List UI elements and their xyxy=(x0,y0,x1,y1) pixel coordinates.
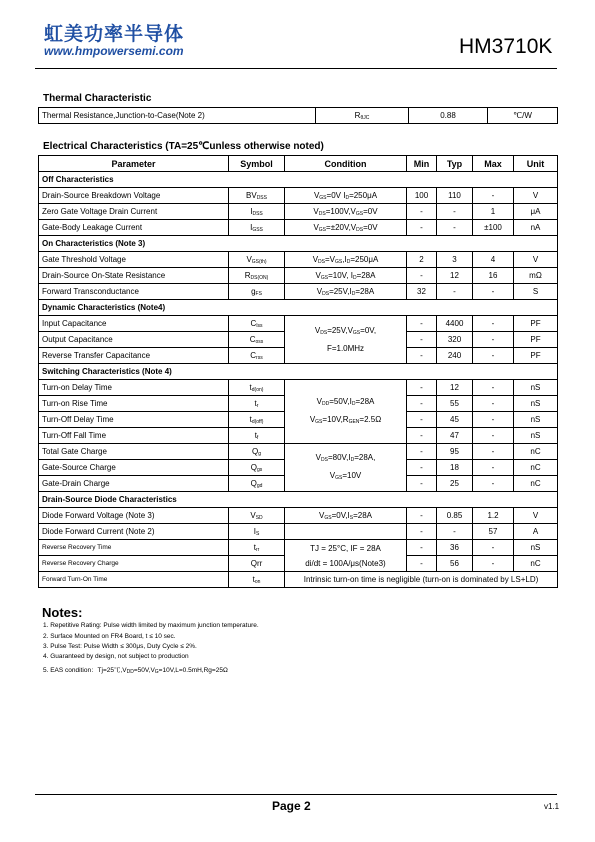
symbol-cell: $R_{DS(ON)}$ xyxy=(229,268,285,284)
col-header-min: Min xyxy=(407,156,437,172)
unit-cell: nS xyxy=(514,540,558,556)
unit-cell: A xyxy=(514,524,558,540)
note-item: 3. Pulse Test: Pulse Width ≤ 300μs, Duty Cycle ≤ 2%. xyxy=(43,643,197,650)
param-cell: Reverse Recovery Time xyxy=(39,540,229,556)
unit-cell: nS xyxy=(514,412,558,428)
param-cell: Output Capacitance xyxy=(39,332,229,348)
symbol-cell: $C_{lss}$ xyxy=(229,316,285,332)
param-cell: Drain-Source On-State Resistance xyxy=(39,268,229,284)
min-cell: - xyxy=(407,332,437,348)
header-divider xyxy=(35,68,557,69)
table-row xyxy=(39,444,558,460)
condition-cell: Intrinsic turn-on time is negligible (turn-on is dominated by LS+LD) xyxy=(285,572,558,588)
max-cell: - xyxy=(473,332,514,348)
typ-cell: 4400 xyxy=(437,316,473,332)
condition-cell: $V_{DS}=25V,I_D=28A$ xyxy=(285,284,407,300)
typ-cell: 18 xyxy=(437,460,473,476)
symbol-cell: $Q_g$ xyxy=(229,444,285,460)
section-label-dynamic: Dynamic Characteristics (Note4) xyxy=(39,300,558,316)
electrical-table xyxy=(38,155,558,588)
min-cell: - xyxy=(407,412,437,428)
part-number: HM3710K xyxy=(459,35,553,58)
min-cell: - xyxy=(407,540,437,556)
col-header-max: Max xyxy=(473,156,514,172)
max-cell: - xyxy=(473,460,514,476)
typ-cell: 12 xyxy=(437,380,473,396)
param-cell: Forward Transconductance xyxy=(39,284,229,300)
typ-cell: 240 xyxy=(437,348,473,364)
table-row xyxy=(39,380,558,396)
typ-cell: - xyxy=(437,220,473,236)
typ-cell: 3 xyxy=(437,252,473,268)
symbol-cell: $t_{on}$ xyxy=(229,572,285,588)
symbol-cell: $C_{oss}$ xyxy=(229,332,285,348)
page-number: Page 2 xyxy=(272,799,311,813)
unit-cell: μA xyxy=(514,204,558,220)
symbol-cell: $V_{SD}$ xyxy=(229,508,285,524)
condition-cell xyxy=(285,524,407,540)
min-cell: - xyxy=(407,396,437,412)
table-row xyxy=(39,220,558,236)
symbol-cell: $t_f$ xyxy=(229,428,285,444)
condition-cell-merged: TJ = 25°C, IF = 28A di/dt = 100A/μs(Note3) xyxy=(285,540,407,572)
condition-cell: $V_{GS}=10V$, $I_D=28A$ xyxy=(285,268,407,284)
thermal-symbol: $R_{\theta JC}$ xyxy=(316,108,409,124)
min-cell: - xyxy=(407,316,437,332)
min-cell: - xyxy=(407,268,437,284)
param-cell: Turn-Off Fall Time xyxy=(39,428,229,444)
section-label-on: On Characteristics (Note 3) xyxy=(39,236,558,252)
unit-cell: nC xyxy=(514,460,558,476)
param-cell: Gate-Body Leakage Current xyxy=(39,220,229,236)
max-cell: 1 xyxy=(473,204,514,220)
max-cell: 4 xyxy=(473,252,514,268)
footer-divider xyxy=(35,794,557,795)
typ-cell: 47 xyxy=(437,428,473,444)
col-header-unit: Unit xyxy=(514,156,558,172)
col-header-condition: Condition xyxy=(285,156,407,172)
brand-logo-chinese: 虹美功率半导体 xyxy=(44,23,185,45)
symbol-cell: $I_S$ xyxy=(229,524,285,540)
symbol-cell: $C_{rss}$ xyxy=(229,348,285,364)
max-cell: 16 xyxy=(473,268,514,284)
param-cell: Drain-Source Breakdown Voltage xyxy=(39,188,229,204)
typ-cell: 56 xyxy=(437,556,473,572)
table-row xyxy=(39,524,558,540)
col-header-parameter: Parameter xyxy=(39,156,229,172)
note-item: 4. Guaranteed by design, not subject to production xyxy=(43,653,189,660)
symbol-cell: $I_{GSS}$ xyxy=(229,220,285,236)
condition-cell-merged: $V_{DS}=80V,I_D=28A$, $V_{GS}=10V$ xyxy=(285,444,407,492)
param-cell: Input Capacitance xyxy=(39,316,229,332)
section-row xyxy=(39,236,558,252)
min-cell: - xyxy=(407,220,437,236)
param-cell: Reverse Recovery Charge xyxy=(39,556,229,572)
unit-cell: mΩ xyxy=(514,268,558,284)
col-header-typ: Typ xyxy=(437,156,473,172)
section-row xyxy=(39,172,558,188)
min-cell: 32 xyxy=(407,284,437,300)
typ-cell: 0.85 xyxy=(437,508,473,524)
param-cell: Gate Threshold Voltage xyxy=(39,252,229,268)
note-item: 1. Repetitive Rating: Pulse width limited by maximum junction temperature. xyxy=(43,622,259,629)
param-cell: Turn-Off Delay Time xyxy=(39,412,229,428)
unit-cell: PF xyxy=(514,316,558,332)
max-cell: - xyxy=(473,556,514,572)
unit-cell: S xyxy=(514,284,558,300)
max-cell: - xyxy=(473,396,514,412)
thermal-value: 0.88 xyxy=(409,108,488,124)
unit-cell: nS xyxy=(514,396,558,412)
max-cell: 57 xyxy=(473,524,514,540)
symbol-cell: $t_{d(on)}$ xyxy=(229,380,285,396)
param-cell: Zero Gate Voltage Drain Current xyxy=(39,204,229,220)
min-cell: - xyxy=(407,444,437,460)
col-header-symbol: Symbol xyxy=(229,156,285,172)
symbol-cell: $Q_{gs}$ xyxy=(229,460,285,476)
symbol-cell: $t_r$ xyxy=(229,396,285,412)
param-cell: Total Gate Charge xyxy=(39,444,229,460)
typ-cell: 110 xyxy=(437,188,473,204)
unit-cell: nC xyxy=(514,476,558,492)
thermal-table xyxy=(38,107,558,124)
typ-cell: 12 xyxy=(437,268,473,284)
section-row xyxy=(39,364,558,380)
unit-cell: nS xyxy=(514,428,558,444)
min-cell: - xyxy=(407,508,437,524)
table-row xyxy=(39,572,558,588)
typ-cell: - xyxy=(437,284,473,300)
table-row xyxy=(39,108,558,124)
symbol-cell: $BV_{DSS}$ xyxy=(229,188,285,204)
notes-title: Notes: xyxy=(42,605,83,620)
condition-cell: $V_{GS}=0V,I_S=28A$ xyxy=(285,508,407,524)
param-cell: Diode Forward Voltage (Note 3) xyxy=(39,508,229,524)
symbol-cell: $t_{rr}$ xyxy=(229,540,285,556)
max-cell: - xyxy=(473,412,514,428)
unit-cell: nC xyxy=(514,444,558,460)
table-row xyxy=(39,188,558,204)
max-cell: - xyxy=(473,188,514,204)
param-cell: Turn-on Rise Time xyxy=(39,396,229,412)
condition-cell-merged: $V_{DD}=50V,I_D=28A$ $V_{GS}=10V,R_{GEN}=2.5\Omega$ xyxy=(285,380,407,444)
min-cell: - xyxy=(407,428,437,444)
typ-cell: 55 xyxy=(437,396,473,412)
table-row xyxy=(39,540,558,556)
typ-cell: - xyxy=(437,204,473,220)
min-cell: - xyxy=(407,348,437,364)
unit-cell: V xyxy=(514,188,558,204)
symbol-cell: $I_{DSS}$ xyxy=(229,204,285,220)
electrical-title: Electrical Characteristics (TA=25℃unless otherwise noted) xyxy=(43,141,324,152)
min-cell: - xyxy=(407,204,437,220)
condition-cell-merged: $V_{DS}=25V,V_{GS}=0V$, F=1.0MHz xyxy=(285,316,407,364)
section-row xyxy=(39,492,558,508)
unit-cell: nS xyxy=(514,380,558,396)
param-cell: Turn-on Delay Time xyxy=(39,380,229,396)
typ-cell: 320 xyxy=(437,332,473,348)
max-cell: 1.2 xyxy=(473,508,514,524)
min-cell: 2 xyxy=(407,252,437,268)
max-cell: - xyxy=(473,476,514,492)
condition-cell: $V_{GS}=\pm 20V,V_{DS}=0V$ xyxy=(285,220,407,236)
symbol-cell: $g_{FS}$ xyxy=(229,284,285,300)
table-row xyxy=(39,508,558,524)
table-row xyxy=(39,252,558,268)
unit-cell: V xyxy=(514,252,558,268)
min-cell: - xyxy=(407,476,437,492)
table-row xyxy=(39,204,558,220)
symbol-cell: $t_{d(off)}$ xyxy=(229,412,285,428)
condition-cell: $V_{DS}=V_{GS},I_D=250\mu A$ xyxy=(285,252,407,268)
typ-cell: 36 xyxy=(437,540,473,556)
param-cell: Forward Turn-On Time xyxy=(39,572,229,588)
section-label-off: Off Characteristics xyxy=(39,172,558,188)
param-cell: Gate-Source Charge xyxy=(39,460,229,476)
max-cell: - xyxy=(473,428,514,444)
table-row xyxy=(39,268,558,284)
typ-cell: 45 xyxy=(437,412,473,428)
table-header-row xyxy=(39,156,558,172)
section-row xyxy=(39,300,558,316)
symbol-cell: $V_{GS(th)}$ xyxy=(229,252,285,268)
max-cell: - xyxy=(473,316,514,332)
unit-cell: nA xyxy=(514,220,558,236)
max-cell: ±100 xyxy=(473,220,514,236)
max-cell: - xyxy=(473,348,514,364)
symbol-cell: Qrr xyxy=(229,556,285,572)
max-cell: - xyxy=(473,284,514,300)
max-cell: - xyxy=(473,444,514,460)
note-item: 5. EAS condition：$Tj=25℃,V_{DD}=50V,V_G=10V,L=0.5mH,Rg=25\Omega$ xyxy=(43,667,228,675)
table-row xyxy=(39,316,558,332)
min-cell: - xyxy=(407,460,437,476)
typ-cell: 95 xyxy=(437,444,473,460)
condition-cell: $V_{DS}=100V,V_{GS}=0V$ xyxy=(285,204,407,220)
min-cell: - xyxy=(407,524,437,540)
unit-cell: PF xyxy=(514,332,558,348)
unit-cell: PF xyxy=(514,348,558,364)
thermal-unit: ℃/W xyxy=(488,108,558,124)
max-cell: - xyxy=(473,380,514,396)
version-label: v1.1 xyxy=(544,802,560,811)
min-cell: - xyxy=(407,556,437,572)
min-cell: 100 xyxy=(407,188,437,204)
section-label-switching: Switching Characteristics (Note 4) xyxy=(39,364,558,380)
thermal-param: Thermal Resistance,Junction-to-Case(Note 2) xyxy=(39,108,316,124)
condition-cell: $V_{GS}=0V$ $I_D=250\mu A$ xyxy=(285,188,407,204)
typ-cell: - xyxy=(437,524,473,540)
symbol-cell: $Q_{gd}$ xyxy=(229,476,285,492)
param-cell: Reverse Transfer Capacitance xyxy=(39,348,229,364)
min-cell: - xyxy=(407,380,437,396)
table-row xyxy=(39,284,558,300)
brand-website: www.hmpowersemi.com xyxy=(44,44,184,58)
param-cell: Gate-Drain Charge xyxy=(39,476,229,492)
unit-cell: V xyxy=(514,508,558,524)
thermal-title: Thermal Characteristic xyxy=(43,93,152,104)
typ-cell: 25 xyxy=(437,476,473,492)
param-cell: Diode Forward Current (Note 2) xyxy=(39,524,229,540)
max-cell: - xyxy=(473,540,514,556)
note-item: 2. Surface Mounted on FR4 Board, t ≤ 10 sec. xyxy=(43,633,176,640)
unit-cell: nC xyxy=(514,556,558,572)
section-label-diode: Drain-Source Diode Characteristics xyxy=(39,492,558,508)
